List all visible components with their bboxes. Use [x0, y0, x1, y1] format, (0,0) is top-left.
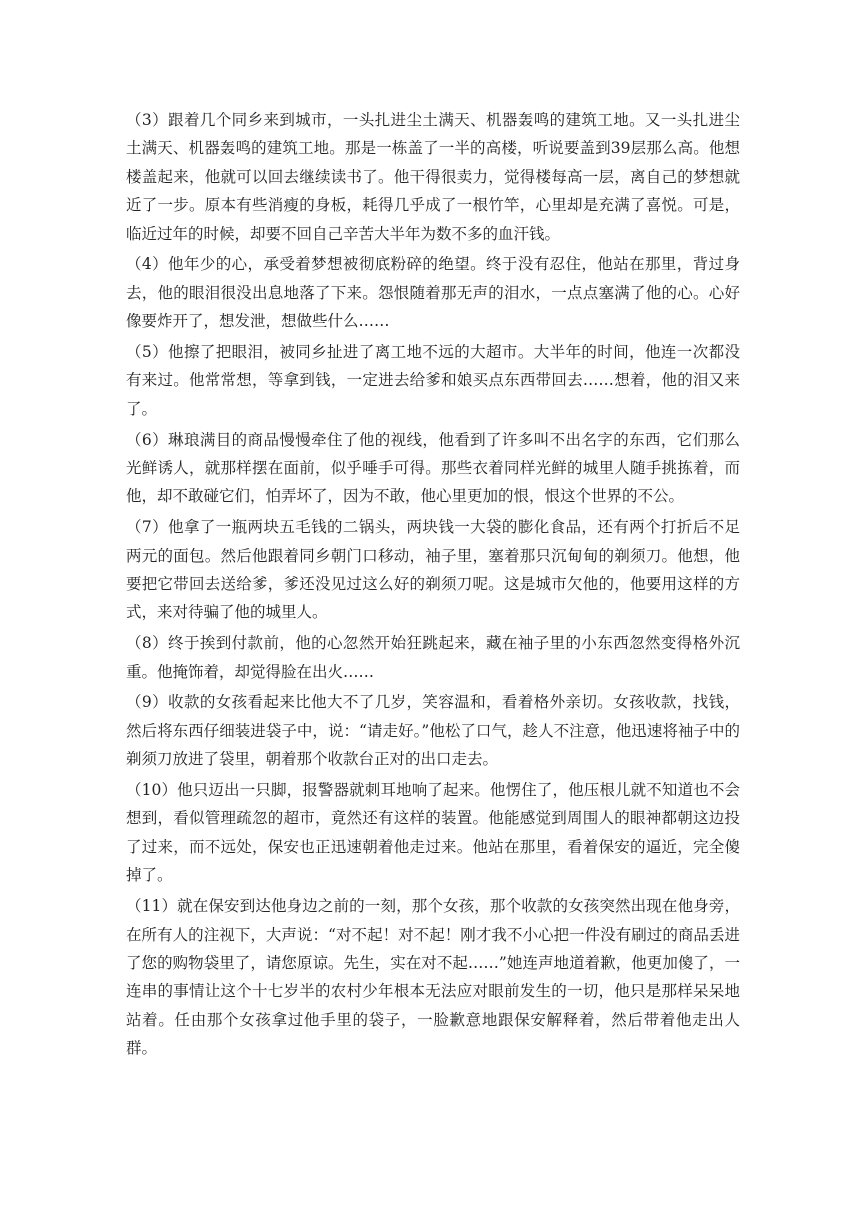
paragraph-7: （7）他拿了一瓶两块五毛钱的二锅头，两块钱一大袋的膨化食品，还有两个打折后不足两元的面包。然后他跟着同乡朝门口移动，袖子里，塞着那只沉甸甸的剃须刀。他想，他要把它带回去送给爹，爹还没见过这么好的剃须刀呢。这是城市欠他的，他要用这样的方式，来对待骗了他的城里人。 — [126, 518, 740, 622]
paragraph-9: （9）收款的女孩看起来比他大不了几岁，笑容温和，看着格外亲切。女孩收款，找钱，然后将东西仔细装进袋子中，说：“请走好。”他松了口气，趁人不注意，他迅速将袖子中的剃须刀放进了袋里，朝着那个收款台正对的出口走去。 — [126, 693, 740, 769]
paragraph-10: （10）他只迈出一只脚，报警器就刺耳地响了起来。他愣住了，他压根儿就不知道也不会想到，看似管理疏忽的超市，竟然还有这样的装置。他能感觉到周围人的眼神都朝这边投了过来，而不远处，保安也正迅速朝着他走过来。他站在那里，看着保安的逼近，完全傻掉了。 — [126, 781, 740, 885]
document-body — [126, 106, 740, 1065]
paragraph-3: （3）跟着几个同乡来到城市，一头扎进尘土满天、机器轰鸣的建筑工地。又一头扎进尘土满天、机器轰鸣的建筑工地。那是一栋盖了一半的高楼，听说要盖到39层那么高。他想楼盖起来，他就可以回去继续读书了。他干得很卖力，觉得楼每高一层，离自己的梦想就近了一步。原本有些消瘦的身板，耗得几乎成了一根竹竿，心里却是充满了喜悦。可是，临近过年的时候，却要不回自己辛苦大半年为数不多的血汗钱。 — [126, 111, 740, 243]
paragraph-11: （11）就在保安到达他身边之前的一刻，那个女孩，那个收款的女孩突然出现在他身旁，在所有人的注视下，大声说：“对不起！对不起！刚才我不小心把一件没有刷过的商品丢进了您的购物袋里了，请您原谅。先生，实在对不起……”她连声地道着歉，他更加傻了，一连串的事情让这个十七岁半的农村少年根本无法应对眼前发生的一切，他只是那样呆呆地站着。任由那个女孩拿过他手里的袋子，一脸歉意地跟保安解释着，然后带着他走出人群。 — [126, 897, 740, 1058]
paragraph-5: （5）他擦了把眼泪，被同乡扯进了离工地不远的大超市。大半年的时间，他连一次都没有来过。他常常想，等拿到钱，一定进去给爹和娘买点东西带回去……想着，他的泪又来了。 — [126, 343, 740, 418]
paragraph-6: （6）琳琅满目的商品慢慢牵住了他的视线，他看到了许多叫不出名字的东西，它们那么光鲜诱人，就那样摆在面前，似乎唾手可得。那些衣着同样光鲜的城里人随手挑拣着，而他，却不敢碰它们，怕弄坏了，因为不敢，他心里更加的恨，恨这个世界的不公。 — [126, 430, 740, 506]
paragraph-4: （4）他年少的心，承受着梦想被彻底粉碎的绝望。终于没有忍住，他站在那里，背过身去，他的眼泪很没出息地落了下来。怨恨随着那无声的泪水，一点点塞满了他的心。心好像要炸开了，想发泄，想做些什么…… — [126, 255, 740, 331]
paragraph-8: （8）终于挨到付款前，他的心忽然开始狂跳起来，藏在袖子里的小东西忽然变得格外沉重。他掩饰着，却觉得脸在出火…… — [126, 634, 740, 681]
